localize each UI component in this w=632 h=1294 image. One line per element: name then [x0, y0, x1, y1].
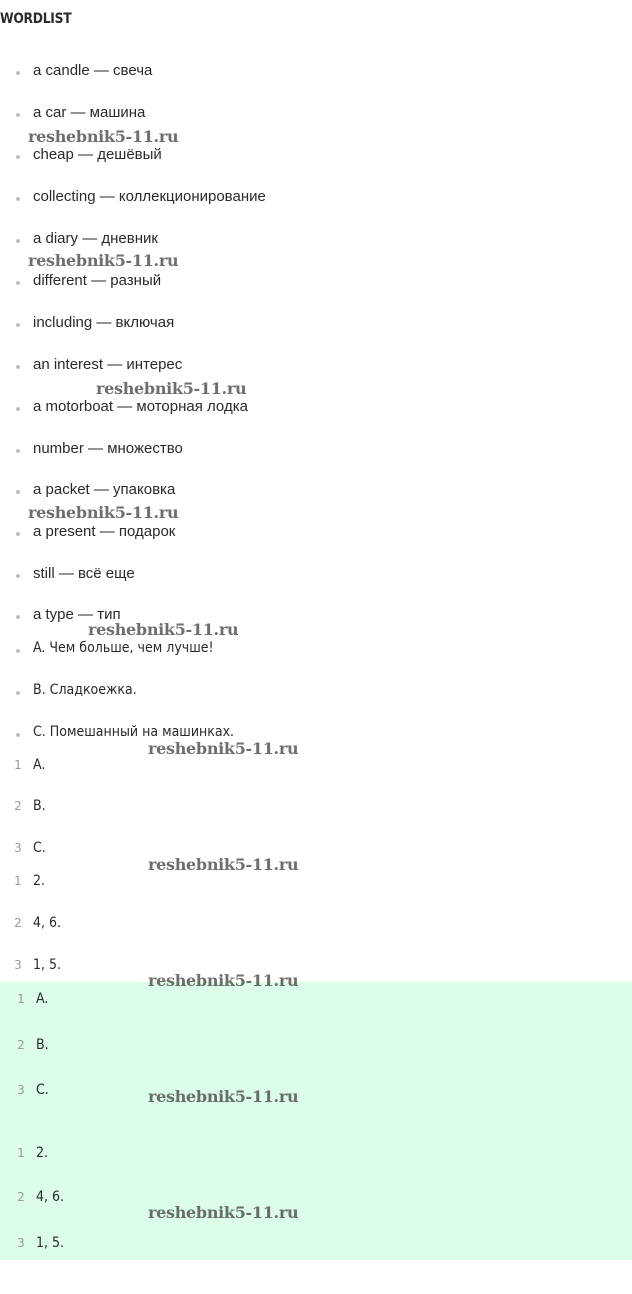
watermark: reshebnik5-11.ru — [148, 739, 299, 758]
bullet-icon — [16, 532, 20, 536]
watermark: reshebnik5-11.ru — [88, 620, 239, 639]
answer-block — [0, 982, 632, 1260]
item-text: C. — [36, 1082, 49, 1098]
item-text: B. — [36, 1037, 49, 1053]
wordlist-entry: a diary — дневник — [33, 230, 158, 247]
bullet-icon — [16, 407, 20, 411]
item-number: 1 — [17, 992, 25, 1006]
wordlist-entry: a motorboat — моторная лодка — [33, 398, 248, 415]
wordlist-entry: including — включая — [33, 314, 175, 331]
wordlist-entry: cheap — дешёвый — [33, 146, 162, 163]
item-number: 1 — [14, 874, 22, 888]
bullet-icon — [16, 71, 20, 75]
item-number: 3 — [14, 958, 22, 972]
wordlist-entry: number — множество — [33, 440, 183, 457]
wordlist-entry: a type — тип — [33, 606, 121, 623]
bullet-icon — [16, 239, 20, 243]
item-text: B. — [33, 798, 46, 814]
item-number: 1 — [14, 758, 22, 772]
wordlist-entry: different — разный — [33, 272, 162, 289]
item-text: 2. — [36, 1145, 49, 1161]
wordlist-entry: still — всё еще — [33, 565, 135, 582]
bullet-icon — [16, 113, 20, 117]
bullet-icon — [16, 323, 20, 327]
watermark: reshebnik5-11.ru — [28, 251, 179, 270]
item-number: 3 — [14, 841, 22, 855]
item-text: 1, 5. — [36, 1235, 65, 1251]
watermark: reshebnik5-11.ru — [28, 127, 179, 146]
bullet-icon — [16, 574, 20, 578]
bullet-icon — [16, 649, 20, 653]
bullet-icon — [16, 365, 20, 369]
item-text: A. — [33, 757, 46, 773]
item-text: 1, 5. — [33, 957, 62, 973]
item-number: 2 — [14, 916, 22, 930]
heading-option: A. Чем больше, чем лучше! — [33, 640, 214, 656]
item-number: 1 — [17, 1146, 25, 1160]
watermark: reshebnik5-11.ru — [148, 855, 299, 874]
wordlist-entry: a car — машина — [33, 104, 146, 121]
item-number: 3 — [17, 1236, 25, 1250]
watermark: reshebnik5-11.ru — [148, 1203, 299, 1222]
wordlist-entry: a present — подарок — [33, 523, 176, 540]
wordlist-entry: a candle — свеча — [33, 62, 153, 79]
item-text: 4, 6. — [33, 915, 62, 931]
heading-option: B. Сладкоежка. — [33, 682, 137, 698]
bullet-icon — [16, 490, 20, 494]
bullet-icon — [16, 615, 20, 619]
bullet-icon — [16, 691, 20, 695]
item-number: 3 — [17, 1083, 25, 1097]
watermark: reshebnik5-11.ru — [148, 971, 299, 990]
wordlist-entry: an interest — интерес — [33, 356, 183, 373]
item-text: C. — [33, 840, 46, 856]
bullet-icon — [16, 197, 20, 201]
watermark: reshebnik5-11.ru — [28, 503, 179, 522]
bullet-icon — [16, 733, 20, 737]
wordlist-entry: collecting — коллекционирование — [33, 188, 266, 205]
heading-option: C. Помешанный на машинках. — [33, 724, 235, 740]
wordlist-entry: a packet — упаковка — [33, 481, 176, 498]
bullet-icon — [16, 449, 20, 453]
item-number: 2 — [17, 1190, 25, 1204]
item-text: A. — [36, 991, 49, 1007]
watermark: reshebnik5-11.ru — [148, 1087, 299, 1106]
bullet-icon — [16, 155, 20, 159]
item-number: 2 — [17, 1038, 25, 1052]
bullet-icon — [16, 281, 20, 285]
item-text: 4, 6. — [36, 1189, 65, 1205]
watermark: reshebnik5-11.ru — [96, 379, 247, 398]
wordlist-heading: WORDLIST — [0, 11, 72, 27]
item-number: 2 — [14, 799, 22, 813]
item-text: 2. — [33, 873, 46, 889]
